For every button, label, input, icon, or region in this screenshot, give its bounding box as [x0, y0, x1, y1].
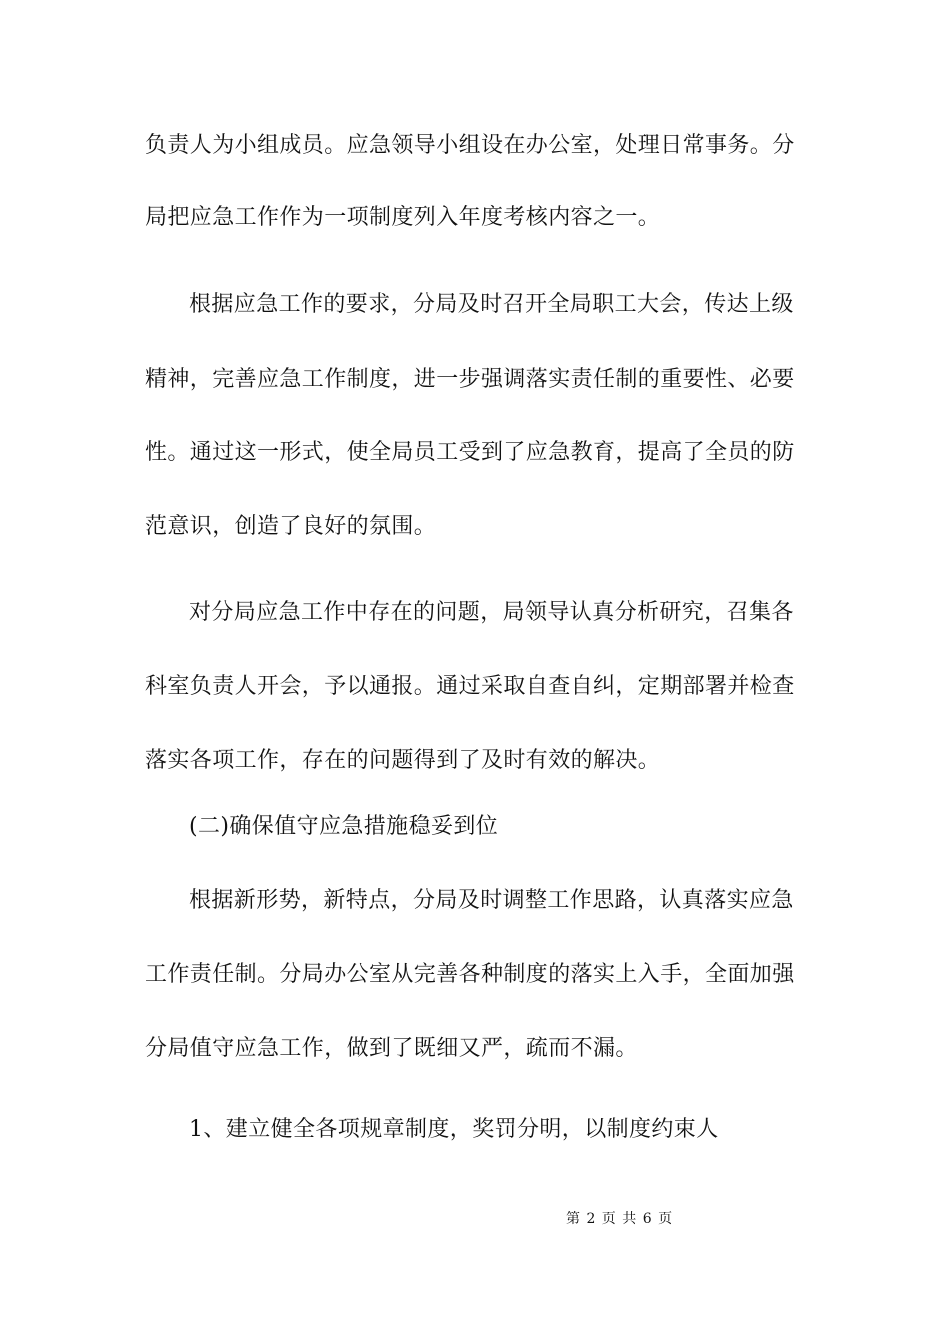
paragraph-first-line: 对分局应急工作中存在的问题，局领导认真分析研究，召集各	[189, 600, 794, 625]
section-heading: (二)确保值守应急措施稳妥到位	[189, 814, 499, 839]
text-line: 工作责任制。分局办公室从完善各种制度的落实上入手，全面加强	[145, 962, 795, 987]
text-line: 分局值守应急工作，做到了既细又严，疏而不漏。	[145, 1036, 638, 1061]
text-line: 负责人为小组成员。应急领导小组设在办公室，处理日常事务。分	[145, 133, 795, 158]
text-line: 科室负责人开会，予以通报。通过采取自查自纠，定期部署并检查	[145, 674, 795, 699]
text-line: 局把应急工作作为一项制度列入年度考核内容之一。	[145, 205, 661, 230]
text-line: 范意识，创造了良好的氛围。	[145, 514, 437, 539]
page-number: 第 2 页 共 6 页	[566, 1211, 674, 1227]
paragraph-first-line: 根据新形势，新特点，分局及时调整工作思路，认真落实应急	[189, 888, 794, 913]
paragraph-first-line: 根据应急工作的要求，分局及时召开全局职工大会，传达上级	[189, 292, 794, 317]
text-line: 落实各项工作，存在的问题得到了及时有效的解决。	[145, 748, 661, 773]
text-line: 性。通过这一形式，使全局员工受到了应急教育，提高了全员的防	[145, 440, 795, 465]
list-item-heading: 1、建立健全各项规章制度，奖罚分明，以制度约束人	[189, 1117, 719, 1142]
text-line: 精神，完善应急工作制度，进一步强调落实责任制的重要性、必要	[145, 367, 795, 392]
